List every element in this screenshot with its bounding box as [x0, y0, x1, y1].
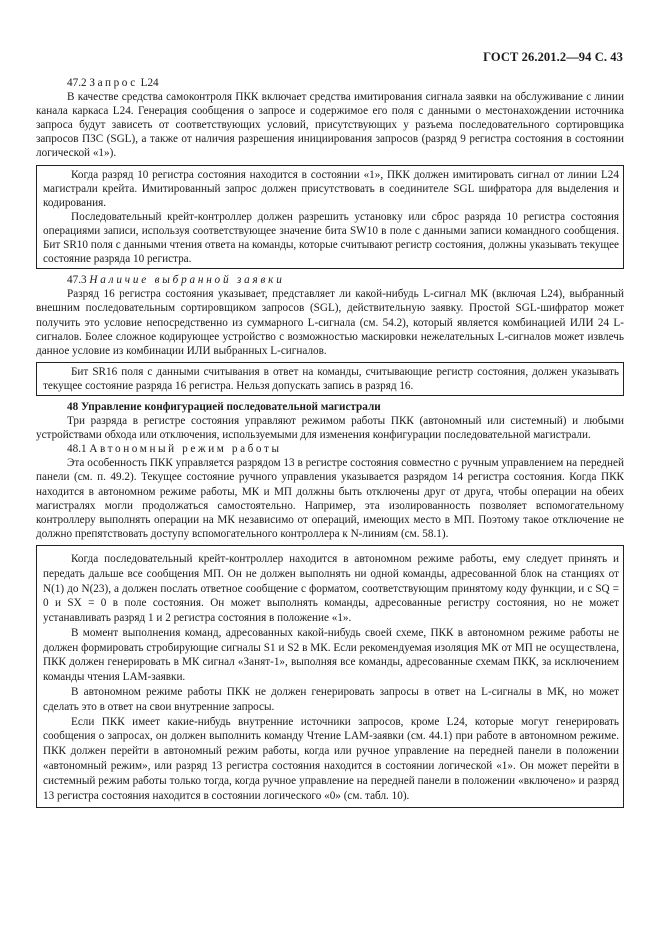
requirement-paragraph: Когда последовательный крейт-контроллер находится в автономном режиме работы, ему следует принять и передать дальше все сообщения МП. Он не должен выполнять ни одной команды, адресованной блок на станциях от N(1) до N(23), а должен послать ответное сообщение с форматом, соответствующим принятому коду функции, и с SQ = 0 и SX = 0 в поле состояния. Он может выполнять команды, адресованные регистру состояния, но не может устанавливать разряд 1 и 2 регистра состояния в положение «1».	[43, 552, 619, 625]
section-title: Автономный режим работы	[89, 443, 282, 456]
section-48-1-heading	[36, 442, 624, 456]
section-number: 47.2	[67, 77, 87, 89]
requirement-paragraph: Последовательный крейт-контроллер должен разрешить установку или сброс разряда 10 регистра состояния операциями записи, используя соответствующее значение бита SW10 в поле с данными записи командного сообщения. Бит SR10 поля с данными чтения ответа на команды, которые считывают регистр состояния, должны указывать текущее состояние разряда 10 регистра.	[43, 210, 619, 266]
section-title: Наличие выбранной заявки	[89, 274, 285, 287]
framed-requirement-2	[36, 362, 624, 396]
section-47-3-text: Разряд 16 регистра состояния указывает, представляет ли какой-нибудь L-сигнал МК (включая L24), выбранный внешним последовательным сортировщиком запросов (SGL), действительную заявку. Простой SGL-шифратор может получить это условие непосредственно из суммарного L-сигнала (см. 54.2), который является комбинацией ИЛИ 24 L-сигналов. Более сложное кодирующее устройство с возможностью маскировки нежелательных L-сигналов может извлечь данное условие из комбинации ИЛИ выбранных L-сигналов.	[36, 288, 624, 357]
section-number: 47.3	[67, 274, 87, 287]
section-47-3-heading	[36, 273, 624, 287]
requirement-paragraph: В автономном режиме работы ПКК не должен генерировать запросы в ответ на L-сигналы в МК, но может сделать это в ответ на свои внутренние запросы.	[43, 686, 619, 713]
requirement-paragraph: Когда разряд 10 регистра состояния находится в состоянии «1», ПКК должен имитировать сигнал от линии L24 магистрали крейта. Имитированный запрос должен присутствовать в соединителе SGL шифратора для выделения и кодирования.	[43, 168, 619, 209]
framed-requirement-3	[36, 545, 624, 809]
section-47-2-heading	[36, 76, 624, 90]
section-48-1-text: Эта особенность ПКК управляется разрядом 13 в регистре состояния совместно с ручным управлением на передней панели (см. п. 49.2). Текущее состояние ручного управления указывается разрядом 14 регистра состояния. Когда ПКК находится в автономном режиме работы, МК и МП должны быть отключены друг от друга, чтобы операции на обеих магистралях могли продолжаться самостоятельно. Например, эта изолированность позволяет вспомогательному контроллеру выполнять операции на МК независимо от операций, имеющих место в МП. Поэтому такое отключение не должно препятствовать доступу вспомогательного контроллера к N-линиям (см. 58.1).	[36, 457, 624, 540]
section-48-heading: 48 Управление конфигурацией последовательной магистрали	[67, 400, 381, 413]
framed-requirement-1	[36, 165, 624, 270]
section-number: 48.1	[67, 443, 87, 456]
section-47-2-text: В качестве средства самоконтроля ПКК включает средства имитирования сигнала заявки на обслуживание с линии канала каркаса L24. Генерация сообщения о запросе и содержимое его поля с данными о местонахождении источника запроса будут зависеть от соответствующих условий, присутствующих у разъема последовательного сортировщика запросов ПЗС (SGL), а также от наличия разрешения инициирования запросов (разряд 9 регистра состояния в состоянии логической «1»).	[36, 91, 624, 160]
signal-label: L24	[140, 77, 159, 89]
requirement-paragraph: В момент выполнения команд, адресованных какой-нибудь своей схеме, ПКК в автономном режиме работы не должен формировать стробирующие сигналы S1 и S2 в МК. Если рекомендуемая изоляция МК от МП не осуществлена, ПКК должен генерировать в МК сигнал «Занят-1», выполняя все команды, адресованные схемам ПКК, за исключением команды чтения LAM-заявки.	[43, 626, 619, 684]
section-48-text: Три разряда в регистре состояния управляют режимом работы ПКК (автономный или системный) и любыми устройствами обхода или отключения, используемыми для изменения конфигурации последовательной магистрали.	[36, 415, 624, 442]
section-title: Запрос	[89, 77, 138, 89]
requirement-paragraph: Если ПКК имеет какие-нибудь внутренние источники запросов, кроме L24, которые могут генерировать сообщения о запросах, он должен выполнить команду Чтение LAM-заявки (см. 44.1) при работе в автономном режиме. ПКК должен перейти в автономный режим работы, когда или ручное управление на передней панели в положении «автономный режим», или разряд 13 регистра состояния находится в состоянии логической «1». Он может перейти в системный режим работы только тогда, когда ручное управление на передней панели в положении «включено» и разряд 13 регистра состояния находится в состоянии логического «0» (см. табл. 10).	[43, 715, 619, 802]
page-header: ГОСТ 26.201.2—94 С. 43	[483, 50, 623, 64]
requirement-paragraph: Бит SR16 поля с данными считывания в ответ на команды, считывающие регистр состояния, должен указывать текущее состояние разряда 16 регистра. Нельзя допускать запись в разряд 16.	[43, 365, 619, 392]
page-content	[36, 76, 624, 812]
